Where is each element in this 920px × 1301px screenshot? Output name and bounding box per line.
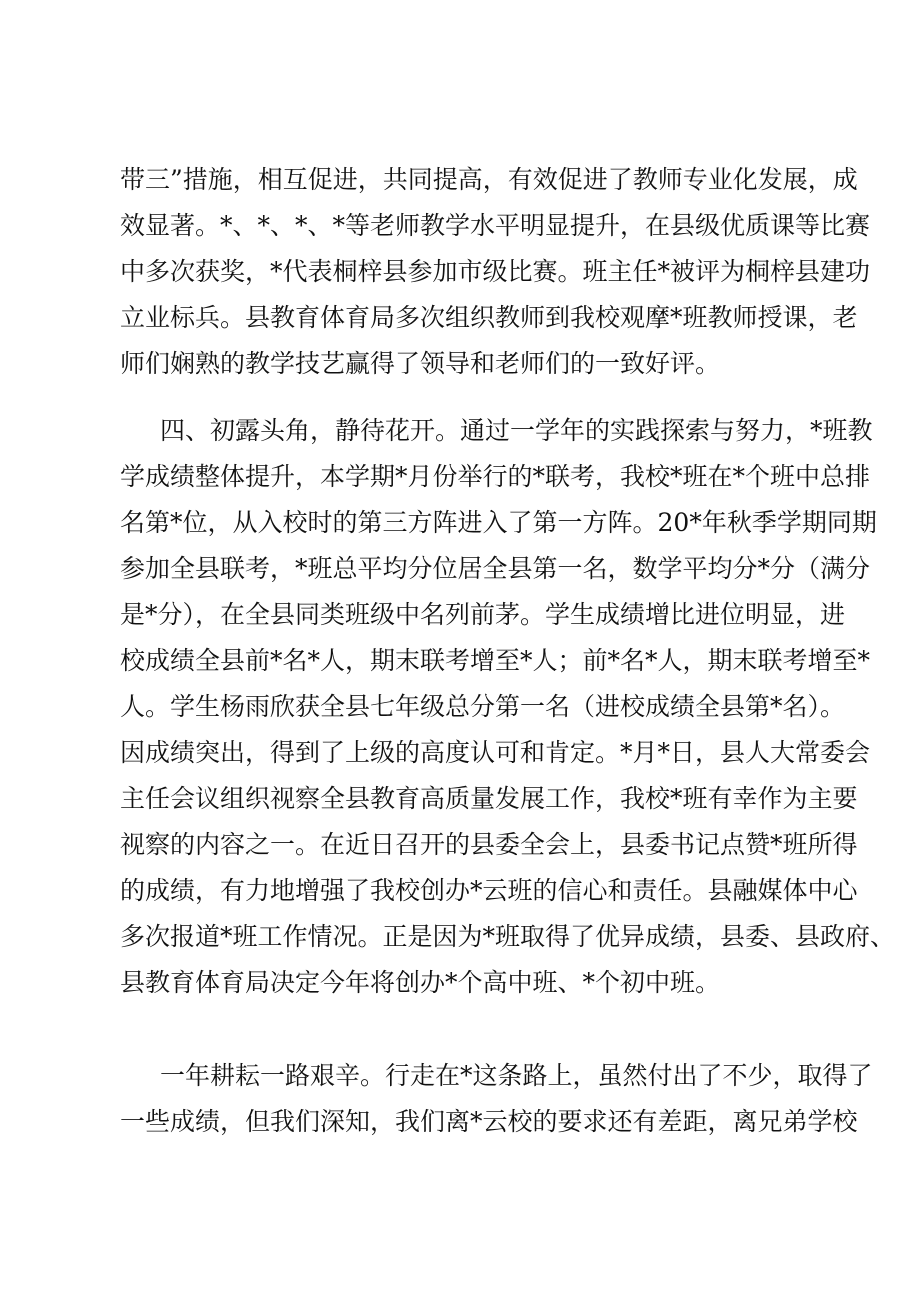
text-line: 立业标兵。县教育体育局多次组织教师到我校观摩*班教师授课，老 bbox=[120, 303, 858, 332]
text-line: 一年耕耘一路艰辛。行走在*这条路上，虽然付出了不少，取得了 bbox=[160, 1061, 873, 1090]
text-line: 校成绩全县前*名*人，期末联考增至*人；前*名*人，期末联考增至* bbox=[120, 646, 871, 675]
text-line: 四、初露头角，静待花开。通过一学年的实践探索与努力，*班教 bbox=[160, 416, 873, 445]
text-line: 名第*位，从入校时的第三方阵进入了第一方阵。20*年秋季学期同期 bbox=[120, 508, 877, 537]
text-line: 带三”措施，相互促进，共同提高，有效促进了教师专业化发展，成 bbox=[120, 165, 858, 194]
text-line: 是*分），在全县同类班级中名列前茅。学生成绩增比进位明显，进 bbox=[120, 600, 846, 629]
text-line: 效显著。*、*、*、*等老师教学水平明显提升，在县级优质课等比赛 bbox=[120, 211, 871, 240]
text-line: 的成绩，有力地增强了我校创办*云班的信心和责任。县融媒体中心 bbox=[120, 876, 858, 905]
text-line: 主任会议组织视察全县教育高质量发展工作，我校*班有幸作为主要 bbox=[120, 784, 858, 813]
text-line: 师们娴熟的教学技艺赢得了领导和老师们的一致好评。 bbox=[120, 349, 721, 378]
text-line: 一些成绩，但我们深知，我们离*云校的要求还有差距，离兄弟学校 bbox=[120, 1107, 858, 1136]
paragraph-2 bbox=[120, 408, 896, 1006]
text-line: 参加全县联考，*班总平均分位居全县第一名，数学平均分*分（满分 bbox=[120, 554, 871, 583]
paragraph-1 bbox=[120, 157, 871, 387]
text-line: 多次报道*班工作情况。正是因为*班取得了优异成绩，县委、县政府、 bbox=[120, 922, 896, 951]
text-line: 视察的内容之一。在近日召开的县委全会上，县委书记点赞*班所得 bbox=[120, 830, 858, 859]
text-line: 人。学生杨雨欣获全县七年级总分第一名（进校成绩全县第*名）。 bbox=[120, 692, 846, 721]
text-line: 学成绩整体提升，本学期*月份举行的*联考，我校*班在*个班中总排 bbox=[120, 462, 871, 491]
paragraph-3 bbox=[120, 1053, 873, 1145]
text-line: 因成绩突出，得到了上级的高度认可和肯定。*月*日，县人大常委会 bbox=[120, 738, 871, 767]
text-line: 县教育体育局决定今年将创办*个高中班、*个初中班。 bbox=[120, 968, 721, 997]
text-line: 中多次获奖，*代表桐梓县参加市级比赛。班主任*被评为桐梓县建功 bbox=[120, 257, 871, 286]
